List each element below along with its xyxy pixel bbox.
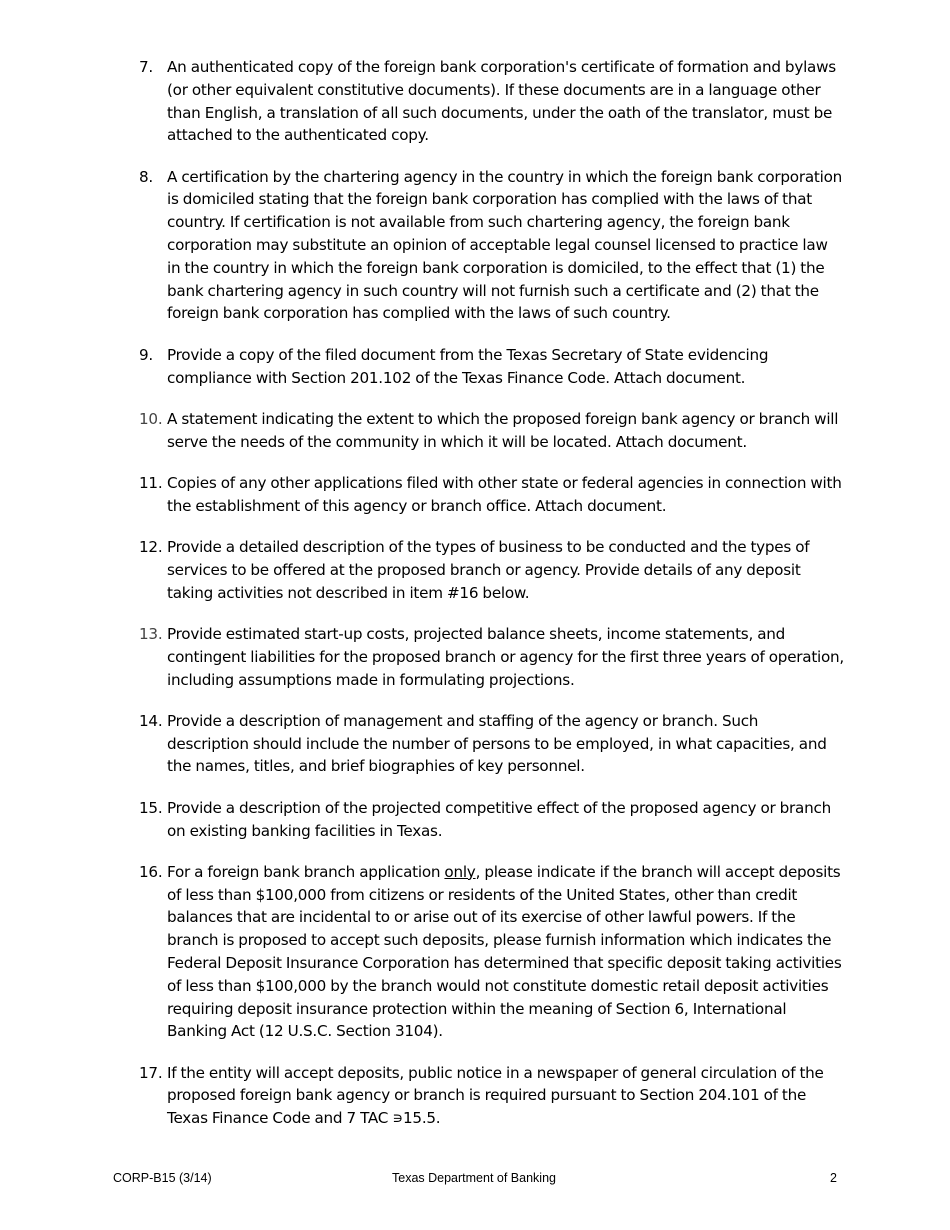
item-text: If the entity will accept deposits, public notice in a newspaper of general circulation of the proposed foreign bank agency or branch is required pursuant to Section 204.101 of the Texas Finance Code and 7 TAC ∍15.5. xyxy=(167,1063,824,1128)
agency-name: Texas Department of Banking xyxy=(392,1171,556,1185)
list-item-10 xyxy=(139,408,844,454)
item-number: 12. xyxy=(139,538,163,557)
item-text: Provide a description of the projected competitive effect of the proposed agency or branch on existing banking facilities in Texas. xyxy=(167,798,831,840)
list-item-9 xyxy=(139,344,844,390)
item-number: 14. xyxy=(139,711,163,730)
item-number: 8. xyxy=(139,167,153,186)
form-id: CORP-B15 (3/14) xyxy=(113,1171,212,1185)
list-item-8 xyxy=(139,166,844,326)
item-number: 16. xyxy=(139,862,163,881)
item-text-underlined: only xyxy=(444,862,476,881)
item-text: Provide a detailed description of the types of business to be conducted and the types of services to be offered at the proposed branch or agency. Provide details of any deposit taking activities not described in item #16 below. xyxy=(167,538,810,602)
item-text-before: For a foreign bank branch application xyxy=(167,862,445,881)
item-number: 10. xyxy=(139,409,163,428)
requirements-list xyxy=(139,56,844,1149)
item-number: 9. xyxy=(139,345,153,364)
item-number: 7. xyxy=(139,58,153,76)
item-text: A statement indicating the extent to which the proposed foreign bank agency or branch will serve the needs of the community in which it will be located. Attach document. xyxy=(167,409,839,451)
item-number: 17. xyxy=(139,1063,163,1082)
item-text: Copies of any other applications filed with other state or federal agencies in connection with the establishment of this agency or branch office. Attach document. xyxy=(167,473,842,515)
list-item-13 xyxy=(139,623,844,691)
item-number: 11. xyxy=(139,473,163,492)
item-text: Provide a description of management and staffing of the agency or branch. Such description should include the number of persons to be employed, in what capacities, and the names, titles, and brief biographies of key personnel. xyxy=(167,711,827,776)
list-item-12 xyxy=(139,536,844,604)
page-footer xyxy=(0,1171,950,1189)
item-text: A certification by the chartering agency in the country in which the foreign bank corporation is domiciled stating that the foreign bank corporation has complied with the laws of that country. If certification is not available from such chartering agency, the foreign bank corporation may substitute an opinion of acceptable legal counsel licensed to practice law in the country in which the foreign bank corporation is domiciled, to the effect that (1) the bank chartering agency in such country will not furnish such a certificate and (2) that the foreign bank corporation has complied with the laws of such country. xyxy=(167,167,842,323)
list-item-11 xyxy=(139,472,844,518)
item-number: 13. xyxy=(139,624,163,643)
item-text-after: , please indicate if the branch will accept deposits of less than $100,000 from citizens or residents of the United States, other than credit balances that are incidental to or arise out of its exercise of other lawful powers. If the branch is proposed to accept such deposits, please furnish information which indicates the Federal Deposit Insurance Corporation has determined that specific deposit taking activities of less than $100,000 by the branch would not constitute domestic retail deposit activities requiring deposit insurance protection within the meaning of Section 6, International Banking Act (12 U.S.C. Section 3104). xyxy=(167,862,842,1041)
list-item-15 xyxy=(139,797,844,843)
item-number: 15. xyxy=(139,798,163,817)
list-item-14 xyxy=(139,710,844,778)
list-item-17 xyxy=(139,1062,844,1130)
list-item-16 xyxy=(139,861,844,1043)
page-number: 2 xyxy=(830,1171,837,1185)
list-item-7 xyxy=(139,56,844,147)
item-text: An authenticated copy of the foreign bank corporation's certificate of formation and bylaws (or other equivalent constitutive documents). If these documents are in a language other than English, a translation of all such documents, under the oath of the translator, must be attached to the authenticated copy. xyxy=(167,58,836,145)
item-text: Provide estimated start-up costs, projected balance sheets, income statements, and contingent liabilities for the proposed branch or agency for the first three years of operation, including assumptions made in formulating projections. xyxy=(167,624,845,689)
item-text: Provide a copy of the filed document from the Texas Secretary of State evidencing compliance with Section 201.102 of the Texas Finance Code. Attach document. xyxy=(167,345,769,387)
